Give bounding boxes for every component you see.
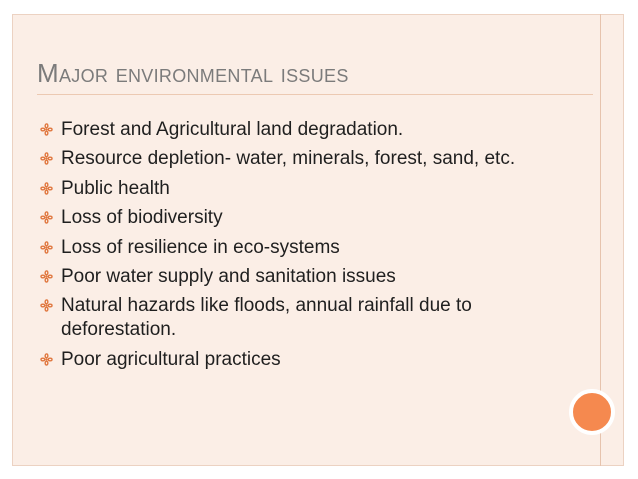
list-item xyxy=(40,265,560,289)
list-item xyxy=(40,177,560,201)
quatrefoil-bullet-icon xyxy=(40,123,53,136)
bullet-text: Resource depletion- water, minerals, forest, sand, etc. xyxy=(61,148,516,170)
list-item xyxy=(40,118,560,142)
list-item xyxy=(40,147,560,171)
bullet-text: Poor agricultural practices xyxy=(61,348,281,370)
bullet-list xyxy=(40,118,560,377)
list-item xyxy=(40,206,560,230)
bullet-text: Loss of resilience in eco-systems xyxy=(61,236,340,258)
quatrefoil-bullet-icon xyxy=(40,211,53,224)
quatrefoil-bullet-icon xyxy=(40,152,53,165)
slide-title: Major environmental issues xyxy=(37,58,349,88)
bullet-text: Poor water supply and sanitation issues xyxy=(61,265,396,287)
quatrefoil-bullet-icon xyxy=(40,353,53,366)
accent-circle xyxy=(569,389,615,435)
list-item xyxy=(40,236,560,260)
title-underline xyxy=(37,94,593,95)
list-item xyxy=(40,294,560,342)
bullet-text: Natural hazards like floods, annual rainfall due to deforestation. xyxy=(61,295,472,341)
quatrefoil-bullet-icon xyxy=(40,299,53,312)
list-item xyxy=(40,348,560,372)
quatrefoil-bullet-icon xyxy=(40,270,53,283)
quatrefoil-bullet-icon xyxy=(40,182,53,195)
bullet-text: Loss of biodiversity xyxy=(61,207,223,229)
bullet-text: Public health xyxy=(61,177,170,199)
bullet-text: Forest and Agricultural land degradation. xyxy=(61,119,404,140)
quatrefoil-bullet-icon xyxy=(40,241,53,254)
